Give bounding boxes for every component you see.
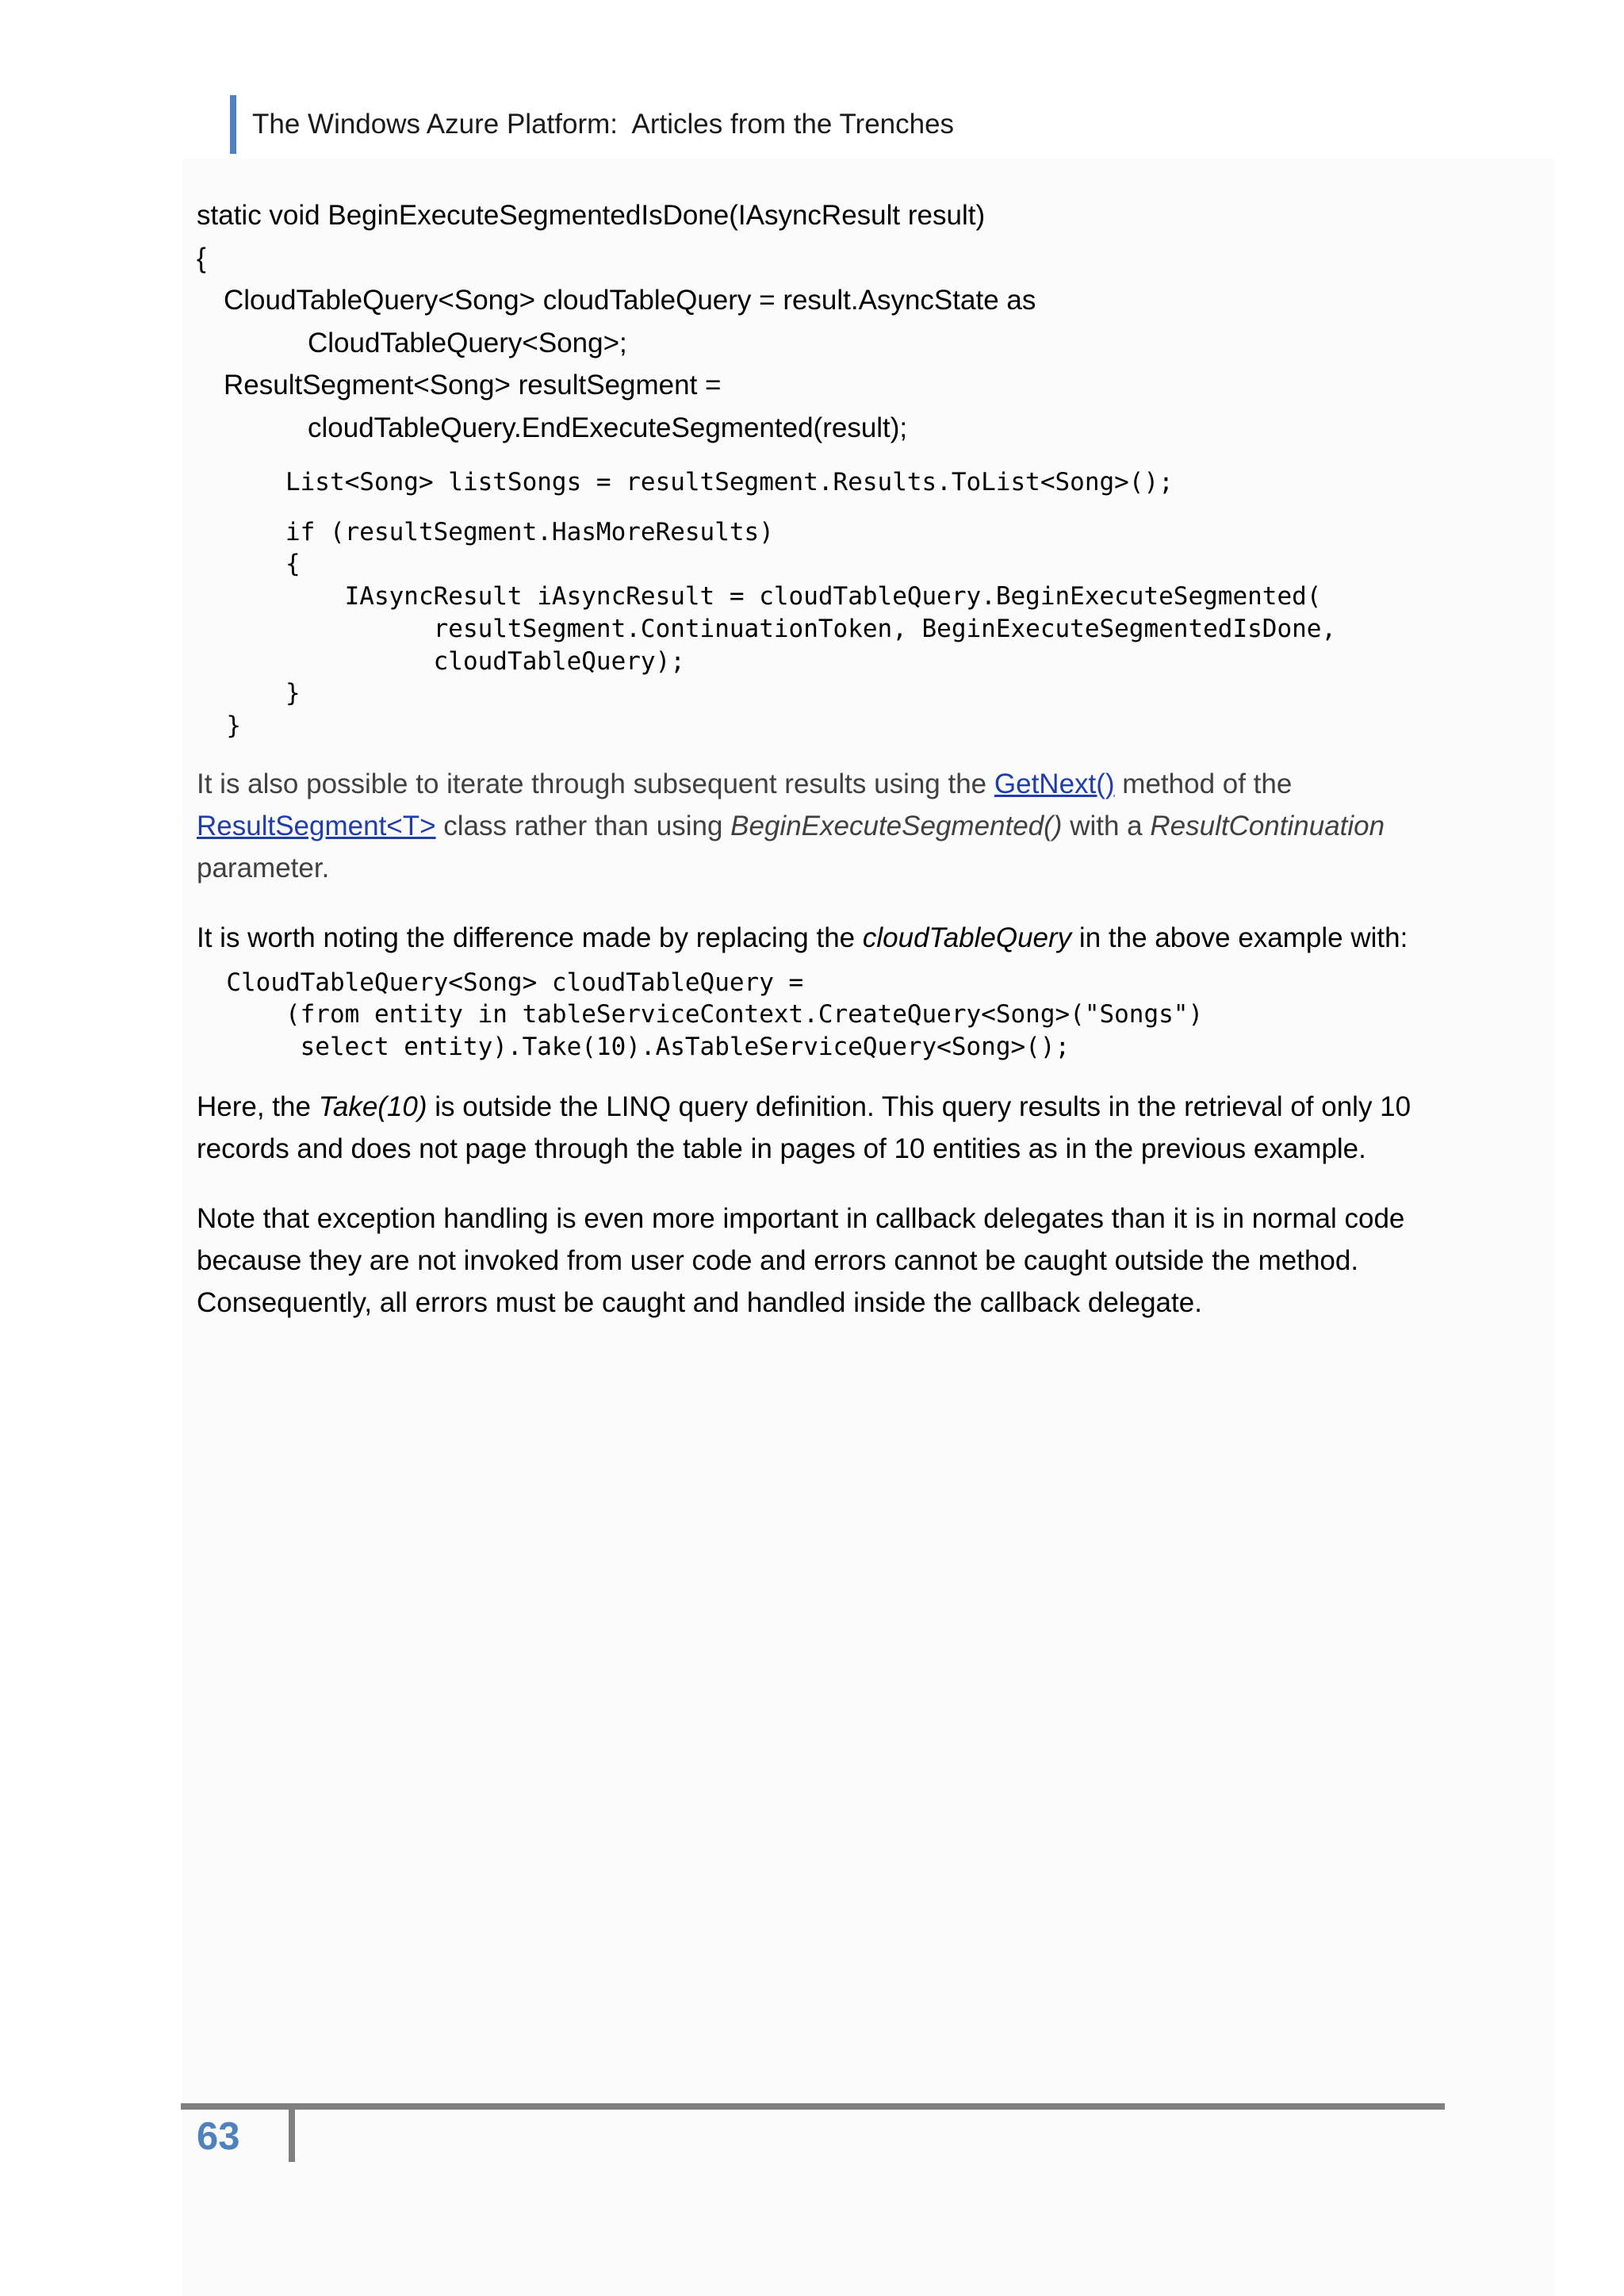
code-prose-line: { [197,242,206,274]
code-prose-line: cloudTableQuery.EndExecuteSegmented(result); [308,412,908,443]
code-prose-line: static void BeginExecuteSegmentedIsDone(IAsyncResult result) [197,200,986,231]
paragraph-take10: Here, the Take(10) is outside the LINQ query definition. This query results in the retrieval of only 10 records and does not page through the table in pages of 10 entities as in the previous example. [197,1091,1411,1164]
footer-divider [289,2106,295,2162]
getnext-link[interactable]: GetNext() [994,768,1115,799]
running-header [230,95,954,154]
paragraph-getnext: It is also possible to iterate through subsequent results using the GetNext() method of the ResultSegment<T> class rather than using BeginExecuteSegmented() with a ResultContinuation parameter. [197,768,1385,884]
paragraph-worth-noting: It is worth noting the difference made by replacing the cloudTableQuery in the above example with: [197,922,1408,953]
footer-rule [181,2103,1445,2110]
code-prose-line: CloudTableQuery<Song>; [308,327,627,358]
paragraph-exception-handling: Note that exception handling is even more important in callback delegates than it is in normal code because they are not invoked from user code and errors cannot be caught outside the method. Consequently, all errors must be caught and handled inside the callback delegate. [197,1202,1405,1318]
resultsegment-link[interactable]: ResultSegment<T> [197,810,436,841]
header-title: The Windows Azure Platform: Articles from the Trenches [252,109,955,140]
code-prose-line: ResultSegment<Song> resultSegment = [224,370,722,401]
code-block-list-songs: List<Song> listSongs = resultSegment.Results.ToList<Song>(); [197,468,1174,496]
page-number: 63 [197,2115,240,2158]
page-content [197,194,1465,1324]
code-block-more-results: if (resultSegment.HasMoreResults) { IAsyncResult iAsyncResult = cloudTableQuery.BeginExecuteSegmented( resultSegment.ContinuationToken, BeginExecuteSegmentedIsDone, cloudTableQuery); } } [226,517,1337,740]
code-block-take10: CloudTableQuery<Song> cloudTableQuery = (from entity in tableServiceContext.CreateQuery<Song>("Songs") select entity).Take(10).AsTableServiceQuery<Song>(); [226,968,1204,1062]
code-prose-line: CloudTableQuery<Song> cloudTableQuery = result.AsyncState as [224,285,1036,316]
